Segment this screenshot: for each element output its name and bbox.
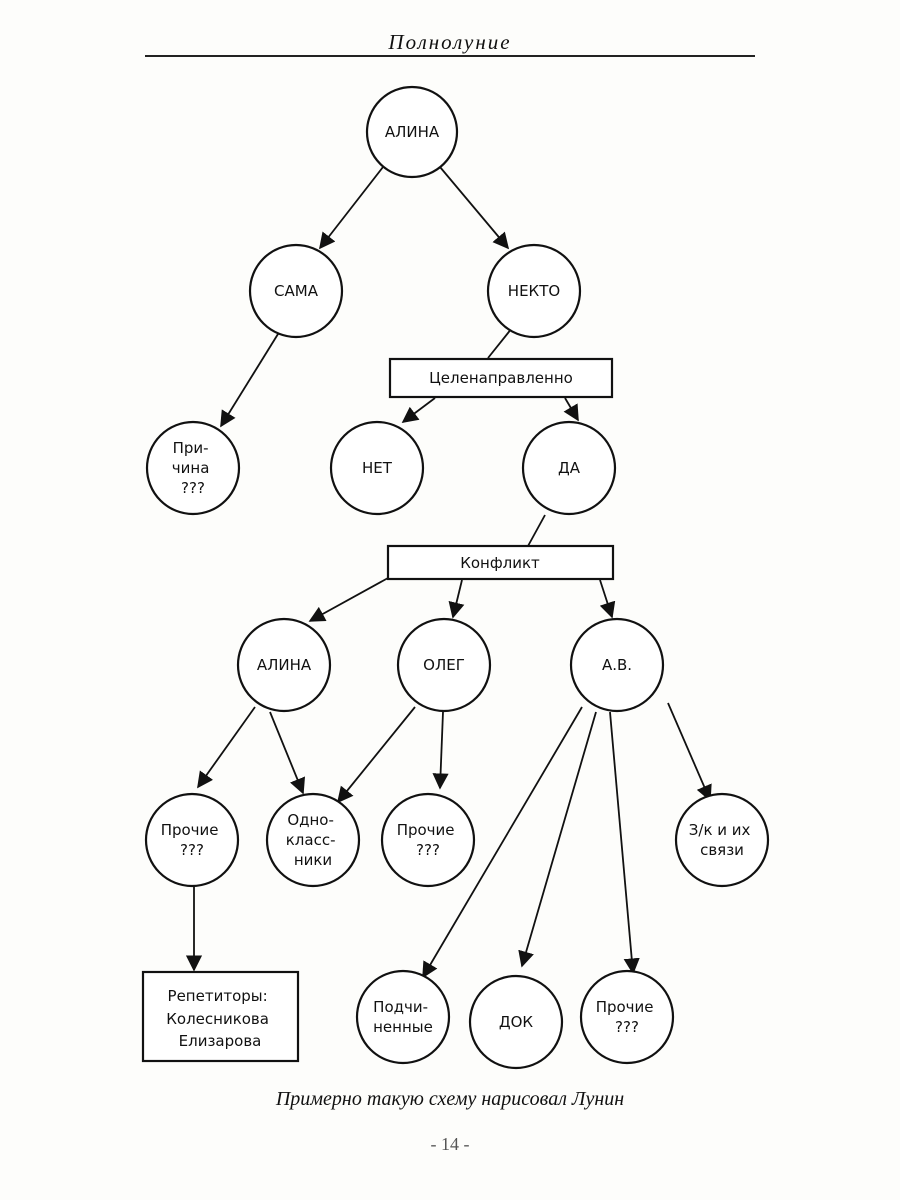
edge-konflikt-av: [600, 580, 612, 617]
edge-av-dok: [522, 712, 596, 966]
node-oleg: [398, 619, 490, 711]
node-da: [523, 422, 615, 514]
edge-nekto-tselenapravlenno: [488, 328, 512, 358]
node-prichina: [147, 422, 239, 514]
edge-da-konflikt: [528, 515, 545, 546]
node-sama: [250, 245, 342, 337]
svg-text:А.В.: А.В.: [601, 655, 633, 674]
svg-text:Прочие ???: Прочие ???: [396, 820, 455, 859]
svg-text:САМА: САМА: [274, 281, 318, 300]
node-alina-mid: [238, 619, 330, 711]
svg-text:НЕКТО: НЕКТО: [507, 281, 561, 300]
edge-alina-odnoklassniki: [270, 712, 303, 793]
svg-text:Конфликт: Конфликт: [460, 553, 540, 572]
svg-text:АЛИНА: АЛИНА: [256, 655, 312, 674]
node-odnoklassniki: [267, 794, 359, 886]
box-repetitory: [143, 972, 298, 1061]
node-net: [331, 422, 423, 514]
node-alina-top: [367, 87, 457, 177]
node-dok: [470, 976, 562, 1068]
svg-text:Прочие ???: Прочие ???: [160, 820, 219, 859]
node-av: [571, 619, 663, 711]
figure-caption: Примерно такую схему нарисовал Лунин: [275, 1088, 625, 1110]
edge-tselenapravlenno-da: [565, 398, 578, 420]
svg-text:ОЛЕГ: ОЛЕГ: [423, 655, 465, 674]
edge-sama-prichina: [221, 334, 278, 426]
edge-tselenapravlenno-net: [403, 398, 435, 422]
svg-text:ДА: ДА: [558, 458, 580, 477]
svg-text:Прочие ???: Прочие ???: [595, 997, 654, 1036]
node-prochie-1: [146, 794, 238, 886]
svg-text:З/к и их связи: З/к и их связи: [688, 820, 751, 859]
edge-av-zk: [668, 703, 710, 800]
edge-konflikt-alina: [310, 578, 388, 621]
edge-alina-prochie1: [198, 707, 255, 787]
svg-text:НЕТ: НЕТ: [362, 458, 392, 477]
node-nekto: [488, 245, 580, 337]
svg-text:ДОК: ДОК: [498, 1012, 534, 1031]
svg-text:Целенаправленно: Целенаправленно: [429, 368, 573, 387]
node-prochie-2: [382, 794, 474, 886]
node-zk: [676, 794, 768, 886]
box-konflikt: [388, 546, 613, 579]
edge-alina-sama: [320, 167, 383, 248]
node-podchinennye: [357, 971, 449, 1063]
node-prochie-3: [581, 971, 673, 1063]
svg-text:Репетиторы: Колесникова: Репетиторы: Колесникова Елизарова: [166, 986, 269, 1050]
box-tselenapravlenno: [390, 359, 612, 397]
page-number: - 14 -: [430, 1134, 470, 1154]
edge-oleg-prochie2: [440, 712, 443, 788]
running-title: Полнолуние: [388, 30, 512, 54]
svg-text:АЛИНА: АЛИНА: [384, 122, 440, 141]
svg-text:Одно- класс- ники: Одно- класс- ники: [285, 810, 336, 869]
svg-text:Подчи- ненные: Подчи- ненные: [373, 997, 433, 1036]
edge-konflikt-oleg: [453, 580, 462, 617]
edge-oleg-odnoklassniki: [338, 707, 415, 802]
edge-av-prochie3: [610, 712, 633, 973]
edge-alina-nekto: [440, 167, 508, 248]
svg-text:При- чина ???: При- чина ???: [171, 438, 210, 497]
